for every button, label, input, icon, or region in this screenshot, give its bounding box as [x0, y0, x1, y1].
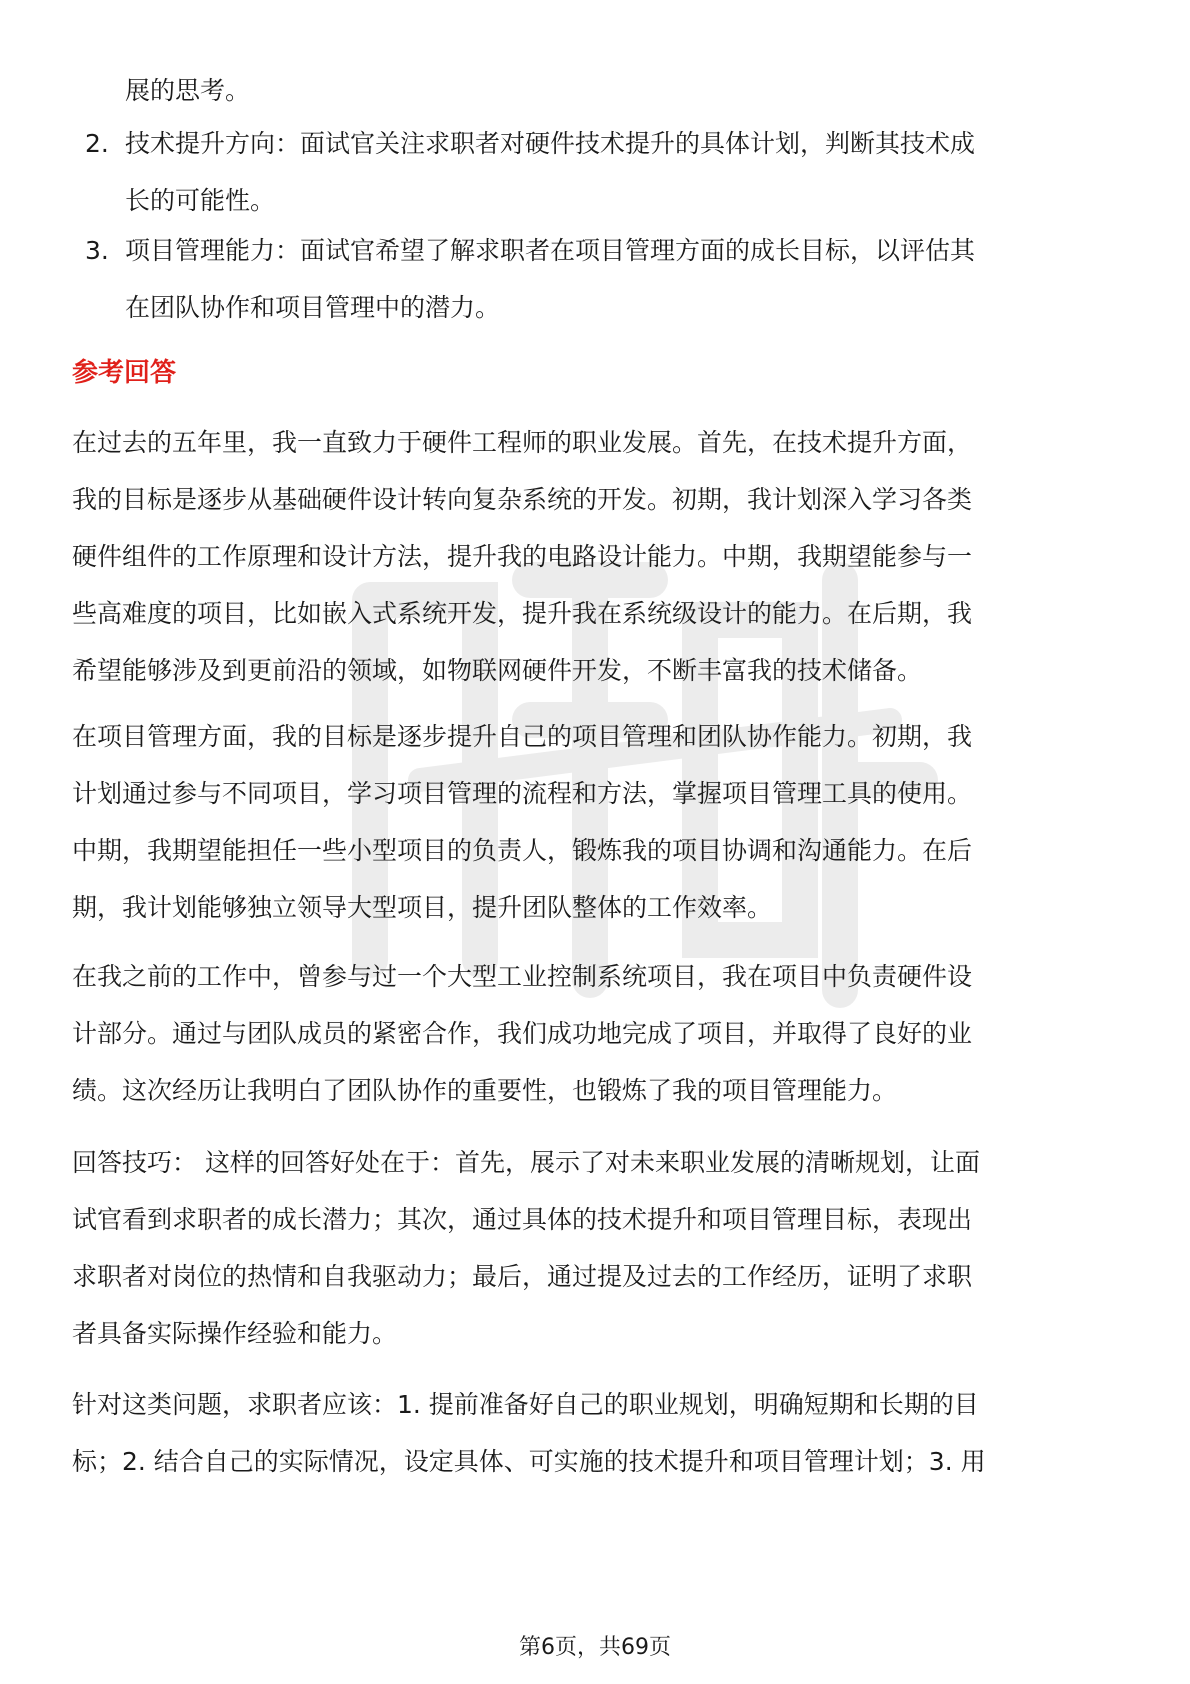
list-line: 项目管理能力：面试官希望了解求职者在项目管理方面的成长目标，以评估其 [125, 236, 976, 265]
list-line: 展的思考。 [125, 76, 251, 105]
paragraph-line: 者具备实际操作经验和能力。 [72, 1319, 398, 1348]
paragraph-line: 绩。这次经历让我明白了团队协作的重要性，也锻炼了我的项目管理能力。 [72, 1076, 898, 1105]
list-line: 在团队协作和项目管理中的潜力。 [125, 293, 501, 322]
paragraph-line: 希望能够涉及到更前沿的领域，如物联网硬件开发，不断丰富我的技术储备。 [72, 656, 923, 685]
paragraph-line: 期，我计划能够独立领导大型项目，提升团队整体的工作效率。 [72, 893, 773, 922]
paragraph-line: 计划通过参与不同项目，学习项目管理的流程和方法，掌握项目管理工具的使用。 [72, 779, 973, 808]
paragraph [72, 1134, 1120, 1362]
paragraph-line: 硬件组件的工作原理和设计方法，提升我的电路设计能力。中期，我期望能参与一 [72, 542, 973, 571]
list-item-continuation [72, 62, 1173, 119]
paragraph-line: 试官看到求职者的成长潜力；其次，通过具体的技术提升和项目管理目标，表现出 [72, 1205, 973, 1234]
list-number: 3. [85, 236, 109, 265]
paragraph-line: 求职者对岗位的热情和自我驱动力；最后，通过提及过去的工作经历，证明了求职 [72, 1262, 973, 1291]
paragraph [72, 1376, 1120, 1490]
paragraph [72, 708, 1120, 936]
list-item [72, 222, 1173, 336]
paragraph [72, 948, 1120, 1119]
paragraph-line: 标；2. 结合自己的实际情况，设定具体、可实施的技术提升和项目管理计划；3. 用 [72, 1447, 986, 1476]
paragraph-line: 回答技巧： 这样的回答好处在于：首先，展示了对未来职业发展的清晰规划，让面 [72, 1148, 980, 1177]
list-number: 2. [85, 129, 109, 158]
section-title: 参考回答 [72, 358, 177, 388]
paragraph-line: 中期，我期望能担任一些小型项目的负责人，锻炼我的项目协调和沟通能力。在后 [72, 836, 973, 865]
page-footer: 第6页，共69页 [519, 1635, 671, 1660]
list-line: 长的可能性。 [125, 186, 276, 215]
paragraph [72, 414, 1120, 699]
list-item [72, 115, 1173, 229]
paragraph-line: 在项目管理方面，我的目标是逐步提升自己的项目管理和团队协作能力。初期，我 [72, 722, 973, 751]
paragraph-line: 计部分。通过与团队成员的紧密合作，我们成功地完成了项目，并取得了良好的业 [72, 1019, 973, 1048]
paragraph-line: 些高难度的项目，比如嵌入式系统开发，提升我在系统级设计的能力。在后期，我 [72, 599, 973, 628]
list-line: 技术提升方向：面试官关注求职者对硬件技术提升的具体计划，判断其技术成 [125, 129, 976, 158]
paragraph-line: 在过去的五年里，我一直致力于硬件工程师的职业发展。首先，在技术提升方面， [72, 428, 973, 457]
paragraph-line: 在我之前的工作中，曾参与过一个大型工业控制系统项目，我在项目中负责硬件设 [72, 962, 973, 991]
paragraph-line: 我的目标是逐步从基础硬件设计转向复杂系统的开发。初期，我计划深入学习各类 [72, 485, 973, 514]
paragraph-line: 针对这类问题，求职者应该：1. 提前准备好自己的职业规划，明确短期和长期的目 [72, 1390, 979, 1419]
